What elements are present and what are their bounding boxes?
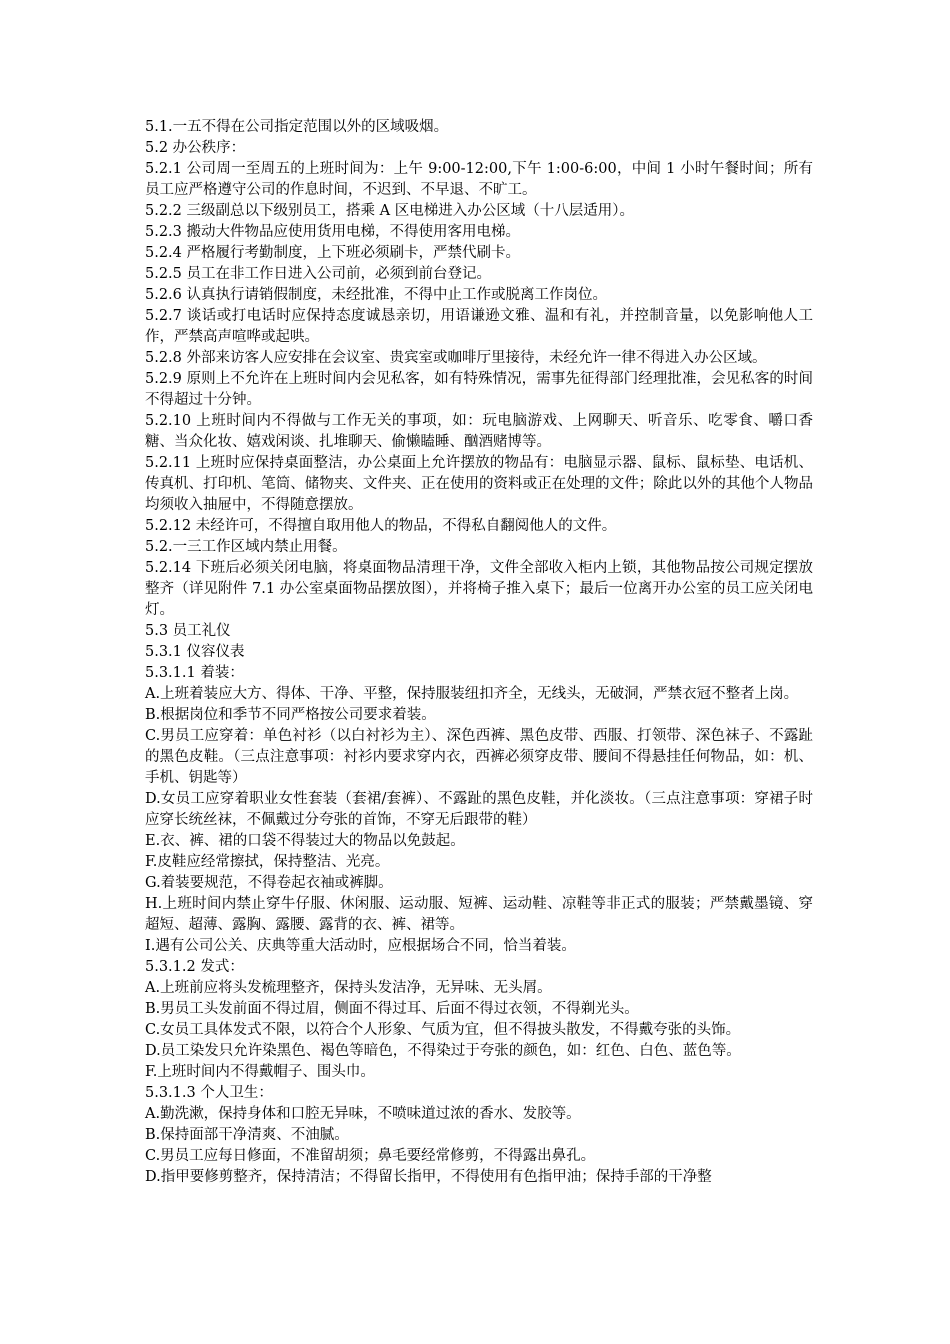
paragraph-hygiene-c: C.男员工应每日修面，不准留胡须；鼻毛要经常修剪，不得露出鼻孔。 [145, 1148, 596, 1164]
heading-dress: 5.3.1.1 着装： [145, 665, 244, 681]
paragraph-leaving-office: 5.2.14 下班后必须关闭电脑，将桌面物品清理干净，文件全部收入柜内上锁，其他物品按公司规定摆放整齐（详见附件 7.1 办公室桌面物品摆放图），并将椅子推入桌下；最后一位离开办公室的员工应关闭电灯。 [145, 560, 813, 618]
paragraph-hygiene-a: A.勤洗漱，保持身体和口腔无异味，不喷味道过浓的香水、发胶等。 [145, 1106, 581, 1122]
paragraph-dress-d: D.女员工应穿着职业女性套装（套裙/套裤）、不露趾的黑色皮鞋，并化淡妆。（三点注意事项：穿裙子时应穿长统丝袜，不佩戴过分夸张的首饰，不穿无后跟带的鞋） [145, 791, 813, 828]
paragraph-hair-b: B.男员工头发前面不得过眉，侧面不得过耳、后面不得过衣领，不得剃光头。 [145, 1001, 639, 1017]
paragraph-hair-a: A.上班前应将头发梳理整齐，保持头发洁净，无异味、无头屑。 [145, 980, 552, 996]
paragraph-working-hours: 5.2.1 公司周一至周五的上班时间为：上午 9:00-12:00,下午 1:00-6:00，中间 1 小时午餐时间；所有员工应严格遵守公司的作息时间，不迟到、不早退、不旷工。 [145, 161, 813, 198]
paragraph-private-guests: 5.2.9 原则上不允许在上班时间内会见私客，如有特殊情况，需事先征得部门经理批准，会见私客的时间不得超过十分钟。 [145, 371, 813, 408]
heading-etiquette: 5.3 员工礼仪 [145, 623, 231, 639]
heading-office-order: 5.2 办公秩序： [145, 140, 246, 156]
paragraph-phone-manner: 5.2.7 谈话或打电话时应保持态度诚恳亲切，用语谦逊文雅、温和有礼，并控制音量，以免影响他人工作，严禁高声喧哗或起哄。 [145, 308, 813, 345]
paragraph-dress-c: C.男员工应穿着：单色衬衫（以白衬衫为主）、深色西裤、黑色皮带、西服、打领带、深色袜子、不露趾的黑色皮鞋。（三点注意事项：衬衫内要求穿内衣，西裤必须穿皮带、腰间不得悬挂任何物品，如：机、手机、钥匙等） [145, 728, 813, 786]
paragraph-elevator-a: 5.2.2 三级副总以下级别员工，搭乘 A 区电梯进入办公区域（十八层适用）。 [145, 203, 634, 219]
paragraph-non-workday: 5.2.5 员工在非工作日进入公司前，必须到前台登记。 [145, 266, 492, 282]
paragraph-dress-e: E.衣、裤、裙的口袋不得装过大的物品以免鼓起。 [145, 833, 465, 849]
paragraph-hygiene-b: B.保持面部干净清爽、不油腻。 [145, 1127, 349, 1143]
heading-hairstyle: 5.3.1.2 发式： [145, 959, 244, 975]
paragraph-dress-f: F.皮鞋应经常擦拭，保持整洁、光亮。 [145, 854, 390, 870]
paragraph-hygiene-d: D.指甲要修剪整齐，保持清洁；不得留长指甲，不得使用有色指甲油；保持手部的干净整 [145, 1169, 712, 1185]
paragraph-leave: 5.2.6 认真执行请销假制度，未经批准，不得中止工作或脱离工作岗位。 [145, 287, 608, 303]
paragraph-attendance: 5.2.4 严格履行考勤制度，上下班必须刷卡，严禁代刷卡。 [145, 245, 521, 261]
paragraph-dress-i: I.遇有公司公关、庆典等重大活动时，应根据场合不同，恰当着装。 [145, 938, 576, 954]
paragraph-unrelated-activities: 5.2.10 上班时间内不得做与工作无关的事项，如：玩电脑游戏、上网聊天、听音乐、吃零食、嚼口香糖、当众化妆、嬉戏闲谈、扎堆聊天、偷懒瞌睡、酗酒赌博等。 [145, 413, 813, 450]
paragraph-hair-d: D.员工染发只允许染黑色、褐色等暗色，不得染过于夸张的颜色，如：红色、白色、蓝色等。 [145, 1043, 741, 1059]
paragraph-hair-c: C.女员工具体发式不限，以符合个人形象、气质为宜，但不得披头散发，不得戴夸张的头饰。 [145, 1022, 741, 1038]
paragraph-hair-f: F.上班时间内不得戴帽子、围头巾。 [145, 1064, 375, 1080]
heading-appearance: 5.3.1 仪容仪表 [145, 644, 245, 660]
paragraph-dress-b: B.根据岗位和季节不同严格按公司要求着装。 [145, 707, 436, 723]
paragraph-smoking-rule: 5.1.一五不得在公司指定范围以外的区域吸烟。 [145, 119, 449, 135]
paragraph-no-eating: 5.2.一三工作区域内禁止用餐。 [145, 539, 347, 555]
paragraph-dress-a: A.上班着装应大方、得体、干净、平整，保持服装纽扣齐全，无线头，无破洞，严禁衣冠不整者上岗。 [145, 686, 799, 702]
paragraph-others-items: 5.2.12 未经许可，不得擅自取用他人的物品，不得私自翻阅他人的文件。 [145, 518, 617, 534]
paragraph-dress-g: G.着装要规范，不得卷起衣袖或裤脚。 [145, 875, 393, 891]
heading-hygiene: 5.3.1.3 个人卫生： [145, 1085, 273, 1101]
paragraph-freight-elevator: 5.2.3 搬动大件物品应使用货用电梯，不得使用客用电梯。 [145, 224, 521, 240]
paragraph-dress-h: H.上班时间内禁止穿牛仔服、休闲服、运动服、短裤、运动鞋、凉鞋等非正式的服装；严禁戴墨镜、穿超短、超薄、露胸、露腰、露背的衣、裤、裙等。 [145, 896, 813, 933]
paragraph-visitors: 5.2.8 外部来访客人应安排在会议室、贵宾室或咖啡厅里接待，未经允许一律不得进入办公区域。 [145, 350, 767, 366]
document-body [145, 117, 813, 1188]
paragraph-desk-tidiness: 5.2.11 上班时应保持桌面整洁，办公桌面上允许摆放的物品有：电脑显示器、鼠标、鼠标垫、电话机、传真机、打印机、笔筒、储物夹、文件夹、正在使用的资料或正在处理的文件；除此以外的其他个人物品均须收入抽屉中，不得随意摆放。 [145, 455, 813, 513]
